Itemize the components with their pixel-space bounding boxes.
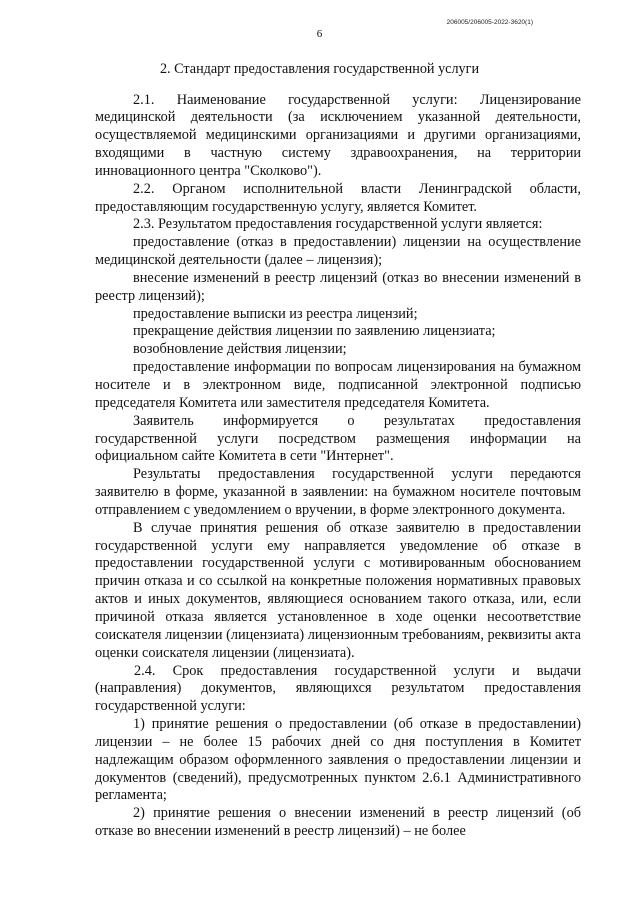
section-heading: 2. Стандарт предоставления государственной услуги [159,61,480,77]
result-item-license: предоставление (отказ в предоставлении) лицензии на осуществление медицинской деятельности (далее – лицензия); [95,234,581,269]
page-number: 6 [316,28,323,40]
paragraph-refusal-notice: В случае принятия решения об отказе заявителю в предоставлении государственной услуги ему направляется уведомление об отказе в предоставлении государственной услуги с мотивированным обоснованием причин отказа и со ссылкой на конкретные положения нормативных правовых актов и иных документов, являющиеся основанием такого отказа, или, если причиной отказа является установленное в ходе оценки несоответствие соискателя лицензии (лицензиата) лицензионным требованиям, реквизиты акта оценки соискателя лицензии (лицензиата). [95,519,581,661]
paragraph-2-1: 2.1. Наименование государственной услуги: Лицензирование медицинской деятельности (за исключением указанной деятельности, осуществляемой медицинскими организациями и другими организациями, входящими в частную систему здравоохранения, на территории инновационного центра "Сколково"). [95,91,581,179]
result-item-registry-extract: предоставление выписки из реестра лицензий; [133,305,418,322]
paragraph-2-4: 2.4. Срок предоставления государственной услуги и выдачи (направления) документов, являющихся результатом предоставления государственной услуги: [95,662,581,715]
paragraph-results-delivery: Результаты предоставления государственной услуги передаются заявителю в форме, указанной в заявлении: на бумажном носителе почтовым отправлением с уведомлением о вручении, в форме электронного документа. [95,466,581,518]
result-item-renewal: возобновление действия лицензии; [133,341,347,358]
paragraph-applicant-informed: Заявитель информируется о результатах предоставления государственной услуги посредством размещения информации на официальном сайте Комитета в сети "Интернет". [95,412,581,465]
result-item-termination: прекращение действия лицензии по заявлению лицензиата; [133,323,496,340]
document-id: 206005/206005-2022-3620(1) [446,19,533,26]
deadline-item-1: 1) принятие решения о предоставлении (об отказе в предоставлении) лицензии – не более 15 рабочих дней со дня поступления в Комитет надлежащим образом оформленного заявления о предоставлении лицензии и документов (сведений), предусмотренных пунктом 2.6.1 Административного регламента; [95,716,581,804]
deadline-item-2: 2) принятие решения о внесении изменений в реестр лицензий (об отказе во внесении изменений в реестр лицензий) – не более [95,805,581,840]
paragraph-2-3: 2.3. Результатом предоставления государственной услуги является: [133,216,543,233]
result-item-information: предоставление информации по вопросам лицензирования на бумажном носителе и в электронном виде, подписанной электронной подписью председателя Комитета или заместителя председателя Комитета. [95,359,581,411]
paragraph-2-2: 2.2. Органом исполнительной власти Ленинградской области, предоставляющим государственную услугу, является Комитет. [95,180,581,215]
document-body [95,92,581,841]
result-item-registry-changes: внесение изменений в реестр лицензий (отказ во внесении изменений в реестр лицензий); [95,269,581,304]
